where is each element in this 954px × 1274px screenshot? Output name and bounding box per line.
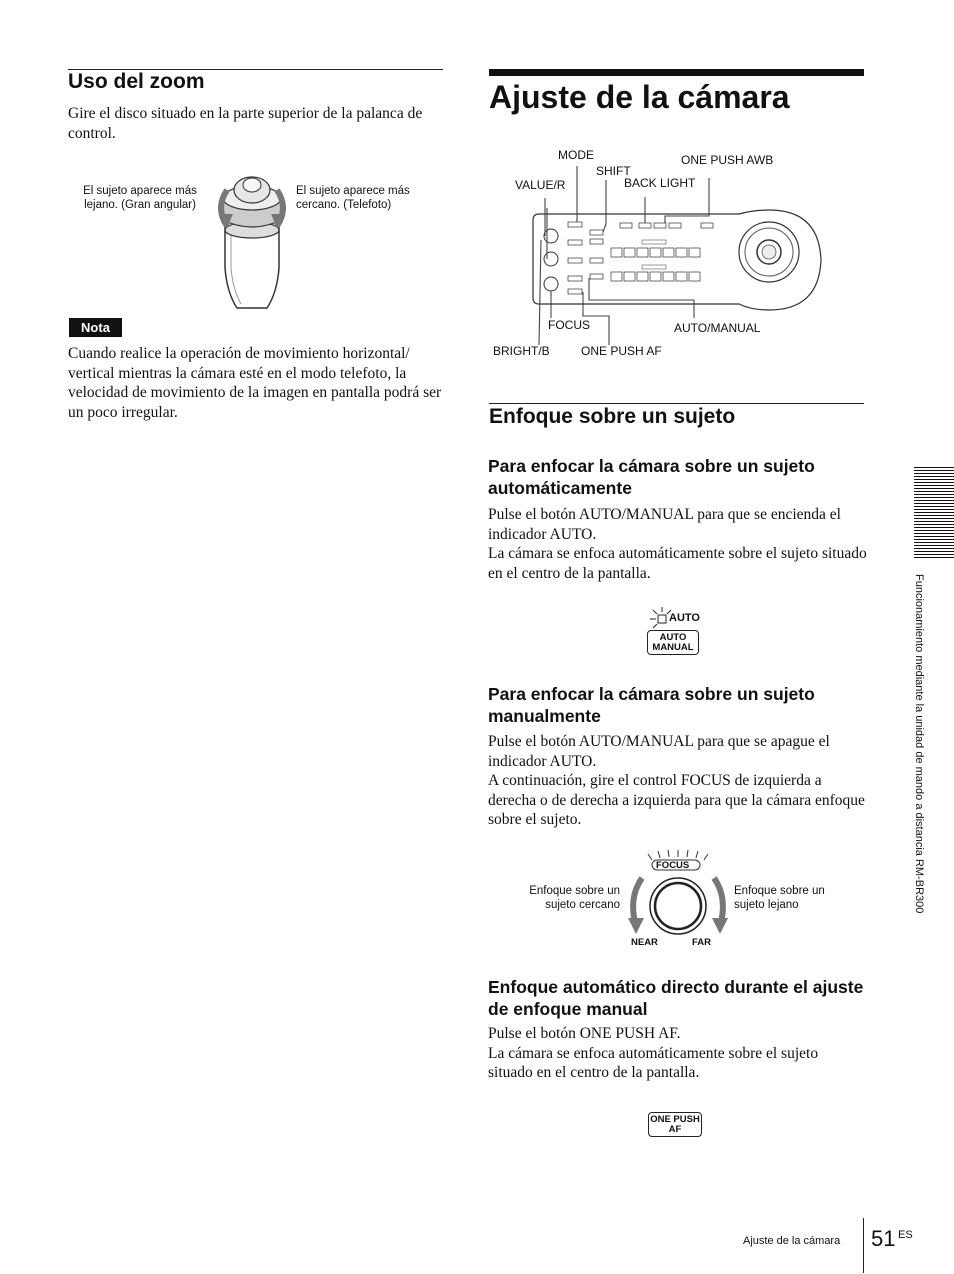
manual-focus-p1: Pulse el botón AUTO/MANUAL para que se apague el indicador AUTO. [488, 733, 830, 770]
one-push-af-button[interactable] [648, 1112, 702, 1137]
zoom-intro: Gire el disco situado en la parte superior de la palanca de control. [68, 105, 423, 142]
auto-focus-heading: Para enfocar la cámara sobre un sujeto automáticamente [488, 456, 815, 498]
label-mode: MODE [558, 148, 594, 162]
focus-far-description: Enfoque sobre un sujeto lejano [734, 885, 825, 911]
zoom-heading: Uso del zoom [68, 70, 205, 93]
footer-divider [863, 1218, 864, 1273]
page-title: Ajuste de la cámara [489, 79, 790, 115]
auto-focus-p2: La cámara se enfoca automáticamente sobre el sujeto situado en el centro de la pantalla. [488, 545, 867, 582]
page-lang: ES [898, 1229, 913, 1241]
auto-manual-button[interactable] [647, 630, 699, 655]
manual-focus-text [488, 732, 866, 830]
one-push-p1: Pulse el botón ONE PUSH AF. [488, 1025, 681, 1042]
near-label: NEAR [631, 937, 658, 948]
label-bright-b: BRIGHT/B [493, 344, 550, 358]
sidebar-vertical-text: Funcionamiento mediante la unidad de mando a distancia RM-BR300 [913, 574, 925, 914]
focus-section-heading: Enfoque sobre un sujeto [489, 405, 736, 428]
focus-heading-rule [489, 403, 864, 404]
one-push-text [488, 1024, 866, 1083]
label-focus: FOCUS [548, 318, 590, 332]
label-one-push-awb: ONE PUSH AWB [681, 153, 774, 167]
label-one-push-af: ONE PUSH AF [581, 344, 662, 358]
title-bar [489, 69, 864, 76]
zoom-label-tele: El sujeto aparece más cercano. (Telefoto) [296, 185, 410, 211]
label-shift: SHIFT [596, 164, 631, 178]
footer-section-name: Ajuste de la cámara [743, 1235, 841, 1247]
manual-focus-heading: Para enfocar la cámara sobre un sujeto manualmente [488, 684, 815, 726]
one-push-p2: La cámara se enfoca automáticamente sobre el sujeto situado en el centro de la pantalla. [488, 1044, 819, 1081]
zoom-label-wide: El sujeto aparece más lejano. (Gran angular) [83, 185, 197, 211]
one-push-heading: Enfoque automático directo durante el ajuste de enfoque manual [488, 977, 864, 1019]
section-thumb-tab [914, 467, 954, 560]
auto-indicator-label: AUTO [669, 612, 700, 624]
one-push-af-button-line2: AF [668, 1124, 682, 1135]
auto-focus-p1: Pulse el botón AUTO/MANUAL para que se encienda el indicador AUTO. [488, 506, 841, 543]
manual-focus-p2: A continuación, gire el control FOCUS de izquierda a derecha o de derecha a izquierda para que la cámara enfoque sobre el sujeto. [488, 772, 865, 828]
remote-control-panel-illustration [489, 140, 864, 380]
note-badge: Nota [69, 318, 122, 337]
auto-manual-button-line2: MANUAL [652, 642, 694, 653]
label-auto-manual: AUTO/MANUAL [674, 321, 761, 335]
page-number: 51 [871, 1226, 896, 1251]
label-value-r: VALUE/R [515, 178, 566, 192]
far-label: FAR [692, 937, 711, 948]
auto-manual-button-line1: AUTO [659, 632, 687, 643]
auto-focus-text [488, 505, 868, 583]
focus-knob-label: FOCUS [656, 860, 690, 871]
joystick-zoom-illustration [205, 168, 300, 318]
one-push-af-button-line1: ONE PUSH [650, 1114, 700, 1125]
note-text: Cuando realice la operación de movimiento horizontal/ vertical mientras la cámara esté en el modo telefoto, la velocidad de movimiento de la imagen en pantalla podrá ser un poco irregular. [68, 345, 442, 421]
focus-near-description: Enfoque sobre un sujeto cercano [529, 885, 620, 911]
label-back-light: BACK LIGHT [624, 176, 696, 190]
